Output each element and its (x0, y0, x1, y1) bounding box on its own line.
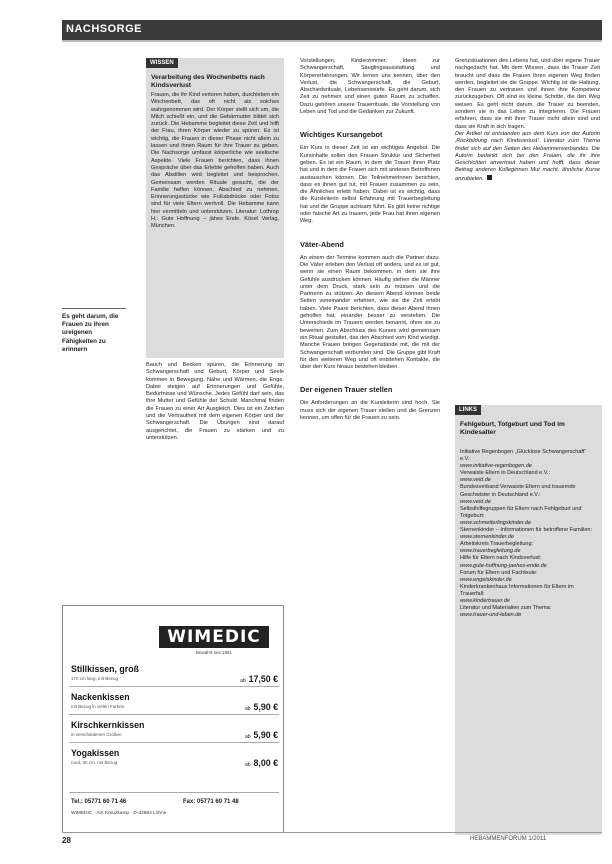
ad-product-price: ab 5,90 € (244, 730, 278, 740)
ad-phone: Tel.: 05771 60 71 46 (71, 799, 127, 805)
ad-product-price: ab 17,50 € (240, 674, 278, 684)
ad-product-name: Kirschkernkissen (71, 720, 145, 730)
article-column-3 (455, 58, 600, 400)
author-note-text: Der Artikel ist entstanden aus dem Kurs von der Autorin ‚Rückbildung nach Kindsverlust'. Literatur zum Thema findet sich auf den Seiten des Hebammenverbandes. Die Autorin bedankt sich bei den Frauen, die ihr ihre Geschichten anvertraut haben und hofft, dass dieser Beitrag anderen Kolleginnen Mut macht, ähnliche Kurse anzubieten. (455, 130, 600, 182)
links-item: Arbeitskreis Trauerbegleitung: (460, 541, 534, 548)
ad-product-price: ab 5,90 € (244, 702, 278, 712)
link-url[interactable]: www.trauerbegleitung.de (460, 548, 521, 555)
ad-product-price: ab 8,00 € (244, 758, 278, 768)
column-2-body-2: An einem der Termine kommen auch die Partner dazu. Die Väter erleben den Verlust oft anders, und es ist gut, wenn sie einen Raum bekommen, in dem sie ihre Gefühle ausdrücken können. Häufig stehen die Männer unter dem Druck, stark sein zu müssen und die Partnerin zu stützen. An diesem Abend können beide Seiten voneinander erfahren, wie sie die Zeit erlebt haben. Viele Paare berichten, dass dieser Abend ihnen geholfen hat, einander besser zu verstehen. Die Unterschiede im Trauern werden benannt, ohne sie zu bewerten. Zum Abschluss des Kurses wird gemeinsam ein Ritual gestaltet, das den Abschied vom Kind würdigt. Manche Frauen bringen Gegenstände mit, die mit der Schwangerschaft verbunden sind. Die Gruppe gibt Kraft für den weiteren Weg und oft entstehen Kontakte, die über den Kurs hinaus bestehen bleiben. (300, 254, 440, 371)
section-rule (62, 40, 602, 42)
column-2-body-3: Die Anforderungen an die Kursleiterin sind hoch. Sie muss sich der eigenen Trauer stellen und die Grenzen kennen, um offen für die Frauen zu sein. (300, 400, 440, 421)
subheading-eigene-trauer: Der eigenen Trauer stellen (300, 385, 393, 395)
ad-divider (69, 742, 279, 743)
link-url[interactable]: www.veid.de (460, 477, 491, 484)
link-url[interactable]: www.initiative-regenbogen.de (460, 463, 532, 470)
magazine-name: HEBAMMENFORUM 1/2011 (470, 836, 547, 842)
wissen-box (146, 58, 284, 358)
ad-divider (69, 686, 279, 687)
pullquote-rule (62, 308, 126, 309)
wissen-tag: WISSEN (146, 58, 178, 68)
link-url[interactable]: www.gute-hoffnung-jaehes-ende.de (460, 562, 547, 569)
column-2-body-1: Ein Kurs in dieser Zeit ist ein wichtiges Angebot. Die Kursinhalte sollen den Frauen Struktur und Sicherheit geben. Es ist ein Raum, in dem die Trauer ihren Platz hat und in dem die Frauen sich mit anderen Betroffenen austauschen können. Die Teilnehmerinnen berichten, dass es ihnen gut tut, mit Frauen zusammen zu sein, die Ähnliches erlebt haben. Dabei ist es wichtig, dass die Kursleiterin selbst Erfahrung mit Trauerbegleitung hat und die Gruppe achtsam führt. Es gibt keine richtige oder falsche Art zu trauern, jede Frau hat ihren eigenen Weg. (300, 145, 440, 225)
page-number: 28 (62, 836, 71, 845)
links-item: Bundesverband Verwaiste Eltern und trauernde Geschwister in Deutschland e.V.: (460, 484, 576, 498)
column-3-text: Grenzsituationen des Lebens hat, und über eigene Trauer nachgedacht hat. Mit dem Wissen, dass die Trauer Zeit braucht und dass die Frauen ihren eigenen Weg finden werden, begleitet sie die Gruppe. Wichtig ist die Haltung, den Frauen zu vertrauen und ihnen ihre Kompetenz zurückzugeben. Oft sind es kleine Schritte, die den Weg weisen. Es geht nicht darum, die Trauer zu beenden, sondern sie in das Leben zu integrieren. Die Frauen erfahren, dass sie mit ihrer Trauer nicht allein sind und dass sie Kraft in sich tragen. (455, 58, 600, 130)
column-2-intro: Vorstellungen, Kinderzimmer, Ideen zur Schwangerschaft, Säuglingsausstattung und Körpererfahrungen. Wir lernen uns kennen, über den Verlust, die Schwangerschaft, die Geburt, Abschiedsrituale, Lebensentwürfe. Es geht darum, sich Zeit zu nehmen und einen guten Raum zu schaffen. Dazu gehören unsere Trauerrituale, die Vorstellung von Leben und Tod und die Gedanken zur Zukunft. (300, 58, 440, 116)
wissen-title: Verarbeitung des Wochenbetts nach Kindsverlust (151, 74, 265, 89)
ad-product-name: Stillkissen, groß (71, 664, 139, 674)
ad-product-desc: mit Bezug in vielen Farben (71, 704, 125, 709)
wimedic-advertisement[interactable] (62, 605, 284, 833)
article-end-mark (487, 175, 492, 180)
link-url[interactable]: www.engelskinder.de (460, 576, 512, 583)
links-item: Hilfe für Eltern nach Kindsverlust: (460, 555, 542, 562)
article-column-1 (146, 362, 284, 522)
section-header-bar (62, 20, 602, 40)
links-item: Selbsthilfegruppen für Eltern nach Fehlgeburt und Totgeburt: (460, 505, 582, 519)
links-item: Kinderkrankenhaus Informationen für Eltern im Trauerfall: (460, 583, 574, 597)
ad-product-desc: rund, 30 cm, mit Bezug (71, 760, 118, 765)
links-tag: LINKS (455, 405, 481, 415)
ad-product-name: Nackenkissen (71, 692, 130, 702)
subheading-vaeter-abend: Väter-Abend (300, 239, 344, 249)
wimedic-logo-subline: Bewährt seit 1981 (195, 650, 233, 655)
links-item: Initiative Regenbogen „Glücklose Schwangerschaft“ e.V.: (460, 449, 587, 463)
link-url[interactable]: www.veid.de (460, 498, 491, 505)
links-item: Forum für Eltern und Fachleute: (460, 569, 538, 576)
links-item: Sternenkinder – Informationen für betroffene Familien: (460, 527, 592, 534)
wimedic-logo: WIMEDIC (159, 626, 269, 648)
article-column-2 (300, 58, 440, 828)
column-1-text: Bauch und Becken spüren, die Erinnerung an Schwangerschaft und Geburt, Körper und Seele kommen in Bewegung. Nähe und Wärmen, die Enge. Dabei steigen auf Erinnerungen und Gefühle, Bedürfnisse und Wünsche. Jedes Gefühl darf sein, das ihre Mutter und Gefühle der Schuld. Manchmal finden die Frauen zu einer Art Ausgleich. Dies ist ein Zeichen und die Vertrautheit mit dem eigenen Körper und der Schwangerschaft. Die Übungen sind darauf ausgerichtet, die Frauen zu stärken und zu unterstützen. (146, 362, 284, 441)
footer-rule (62, 832, 602, 833)
links-item: Literatur und Materialien zum Thema: (460, 605, 552, 612)
ad-address: WIMEDIC · Am Kreuzkamp · D-32584 Löhne (71, 811, 167, 816)
ad-product-desc: 170 cm lang, mit Bezug (71, 676, 119, 681)
links-item: Verwaiste Eltern in Deutschland e.V.: (460, 470, 550, 477)
subheading-kursangebot: Wichtiges Kursangebot (300, 130, 383, 140)
ad-product-name: Yogakissen (71, 748, 120, 758)
ad-divider (69, 792, 279, 793)
ad-fax: Fax: 05771 60 71 48 (183, 799, 239, 805)
wissen-body: Frauen, die ihr Kind verloren haben, durchleben ein Wochenbett, das oft nicht als solches wahrgenommen wird. Der Körper stellt sich um, die Milch schießt ein, und die Gebärmutter bildet sich zurück. Die Hebamme begleitet diese Zeit und hilft der Frau, ihren Körper wieder zu spüren. Es ist wichtig, die Frauen in dieser Phase nicht allein zu lassen und ihnen Raum für ihre Trauer zu geben. Die Nachsorge umfasst körperliche wie seelische Aspekte. Viele Frauen berichten, dass ihnen Gespräche über das Erlebte geholfen haben. Auch das Abstillen wird begleitet und besprochen. Gemeinsam werden Rituale gesucht, die der Familie helfen können, Abschied zu nehmen. Erinnerungsstücke wie Fußabdrücke oder Fotos sind für viele Eltern wertvoll. Die Hebamme kann hier vermitteln und unterstützen. Literatur: Lothrop H.: Gute Hoffnung – jähes Ende. Kösel Verlag, München. (151, 92, 279, 230)
link-url[interactable]: www.trauer-und-leben.de (460, 612, 522, 619)
links-box (455, 405, 602, 835)
links-title: Fehlgeburt, Totgeburt und Tod im Kindesalter (460, 421, 565, 436)
pullquote: Es geht darum, die Frauen zu ihren ureigenen Fähigkeiten zu erinnern (62, 313, 119, 353)
link-url[interactable]: www.kindertrauer.de (460, 597, 510, 604)
link-url[interactable]: www.sternenkinder.de (460, 534, 514, 541)
links-list (460, 449, 597, 829)
section-title: NACHSORGE (66, 23, 143, 35)
author-note (455, 131, 600, 183)
ad-product-desc: in verschiedenen Größen (71, 732, 122, 737)
ad-divider (69, 714, 279, 715)
link-url[interactable]: www.schmetterlingskinder.de (460, 519, 532, 526)
